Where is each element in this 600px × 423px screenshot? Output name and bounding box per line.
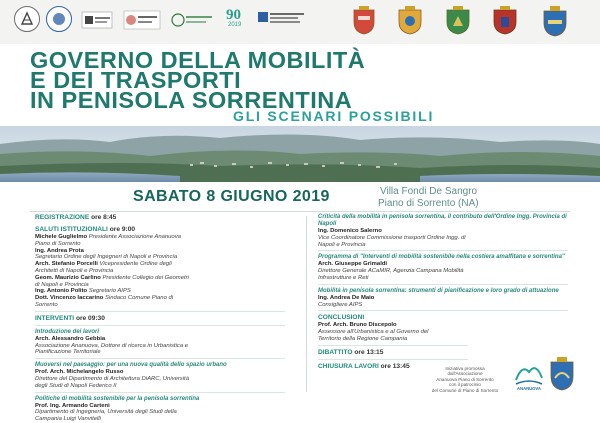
talk-affiliation: degli Studi di Napoli Federico II: [35, 382, 117, 389]
chiusura-heading: CHIUSURA LAVORI ore 13:45: [318, 362, 410, 370]
interventi-heading: INTERVENTI ore 09:30: [35, 314, 105, 322]
saluti-line: Ing. Antonio Polito Segretario AIPS: [35, 288, 131, 295]
ordine-architetti-logo-icon: [80, 6, 114, 39]
conclusioni-heading: CONCLUSIONI: [318, 314, 365, 322]
title-line-3: IN PENISOLA SORRENTINA: [30, 87, 353, 113]
association-logo-icon: [14, 6, 40, 32]
svg-text:ANANUOVA: ANANUOVA: [517, 386, 541, 391]
divider: [30, 211, 570, 212]
comune-crest-2-icon: [397, 6, 423, 41]
talk-title: Criticità della mobilità in penisola sorrentina, il contributo dell'Ordine Ingg. Provincia di Napoli: [318, 214, 567, 227]
talk-affiliation: Pianificazione Territoriale: [35, 349, 101, 356]
comune-crest-5-icon: [542, 6, 568, 43]
talk-affiliation: Dipartimento di Ingegneria, Università degli Studi della: [35, 409, 177, 416]
subtitle: GLI SCENARI POSSIBILI: [233, 108, 435, 124]
section-rule: [318, 345, 468, 346]
saluti-line: Ing. Andrea Prota: [35, 247, 84, 254]
talk-affiliation: Consigliere AIPS: [318, 301, 363, 308]
program-left-column: [35, 214, 297, 423]
talk-affiliation: Associazione Ananuova, Dottore di ricerca in Urbanistica e: [35, 342, 189, 349]
talk-speaker: Arch. Alessandro Gebbia: [35, 335, 106, 342]
conclusioni-affiliation: Territorio della Regione Campania: [318, 335, 408, 342]
saluti-line: Michele Guglielmo Presidente Associazione Ananuova: [35, 234, 181, 240]
talk-speaker: Arch. Giuseppe Grimaldi: [318, 261, 388, 268]
talk-speaker: Prof. Arch. Michelangelo Russo: [35, 369, 124, 376]
saluti-line: Segretario Ordine degli Ingegneri di Napoli e Provincia: [35, 254, 178, 261]
conclusioni-affiliation: Assessore all'Urbanistica e al Governo del: [318, 329, 429, 336]
conclusioni-speaker: Prof. Arch. Bruno Discepolo: [318, 322, 397, 329]
anniversary-90-icon: [226, 8, 252, 30]
saluti-line: Sorrento: [35, 301, 58, 308]
landscape-photo: [0, 126, 600, 182]
comune-crest-3-icon: [445, 6, 471, 41]
section-rule: [318, 310, 568, 311]
sponsor-text: Iniziativa promossa dall'Associazione Ananuova Piano di Sorrento con il patrocinio del Comune di Piano di Sorrento: [431, 366, 499, 393]
talk-speaker: Ing. Domenico Salerno: [318, 228, 382, 234]
talk-speaker: Ing. Andrea De Maio: [318, 294, 375, 301]
collegio-geometri-logo-icon: [170, 6, 214, 39]
title-block: [30, 47, 550, 113]
talk-affiliation: Direttore Generale ACaMIR, Agenzia Campana Mobilità: [318, 268, 464, 275]
aips-logo-text-icon: [258, 12, 306, 24]
talk-title: Mobilità in penisola sorrentina: strumenti di pianificazione e loro grado di attuazione: [318, 287, 559, 294]
section-rule: [318, 250, 568, 251]
title-line-2: E DEI TRASPORTI: [30, 67, 242, 93]
anniversary-number: 90: [226, 7, 241, 23]
comune-piano-crest-icon: [548, 356, 576, 392]
ordine-ingegneri-napoli-logo-icon: [122, 6, 162, 39]
date-bar: [0, 186, 600, 210]
dibattito-heading: DIBATTITO ore 13:15: [318, 348, 384, 356]
talk-affiliation: Campania Luigi Vanvitelli: [35, 416, 101, 423]
talk-title: Introduzione dei lavori: [35, 328, 100, 335]
venue-line-1: Villa Fondi De Sangro: [380, 186, 478, 197]
talk-affiliation: Infrastrutture e Reti: [318, 274, 369, 281]
talk-title: Muoversi nel paesaggio: per una nuova qualità dello spazio urbano: [35, 362, 227, 369]
talk-affiliation: Napoli e Provincia: [318, 241, 366, 248]
saluti-line: Arch. Stefanio Porcelli Vicepresidente Ordine degli: [35, 261, 172, 268]
comune-crest-4-icon: [492, 6, 518, 41]
title-line-1: GOVERNO DELLA MOBILITÀ: [30, 47, 366, 73]
section-rule: [35, 392, 285, 393]
section-rule: [35, 358, 285, 359]
logo-strip: [0, 0, 600, 44]
section-rule: [35, 325, 285, 326]
saluti-line: Geom. Maurizio Carlino Presidente Collegio dei Geometri: [35, 274, 189, 281]
comune-crest-1-icon: [352, 6, 376, 41]
talk-affiliation: Direttore del Dipartimento di Architettura DiARC, Università: [35, 375, 189, 382]
ananuova-logo-icon: [512, 358, 546, 392]
anniversary-year: 2019: [228, 22, 242, 28]
saluti-line: Dott. Vincenzo Iaccarino Sindaco Comune Piano di: [35, 295, 174, 302]
section-rule: [318, 284, 568, 285]
saluti-line: Architetti di Napoli e Provincia: [35, 267, 114, 274]
talk-title: Programma di "Interventi di mobilità sostenibile nella costiera amalfitana e sorrentina": [318, 254, 565, 261]
saluti-line: di Napoli e Provincia: [35, 281, 89, 288]
talk-speaker: Prof. Ing. Armando Cartenì: [35, 402, 110, 409]
venue-line-2: Piano di Sorrento (NA): [378, 198, 479, 209]
saluti-line: Piano di Sorrento: [35, 240, 81, 247]
talk-affiliation: Vice Coordinatore Commissione trasporti Ordine Ingg. di: [318, 234, 466, 241]
event-date: SABATO 8 GIUGNO 2019: [133, 188, 330, 205]
column-divider: [306, 216, 307, 392]
registrazione-heading: REGISTRAZIONE ore 8:45: [35, 214, 117, 221]
program-right-column: [318, 214, 568, 371]
section-rule: [318, 359, 468, 360]
ordine-ingegneri-logo-icon: [46, 6, 72, 32]
saluti-heading: SALUTI ISTITUZIONALI ore 9:00: [35, 226, 136, 233]
talk-title: Politiche di mobilità sostenibile per la penisola sorrentina: [35, 395, 200, 402]
section-rule: [35, 311, 285, 312]
